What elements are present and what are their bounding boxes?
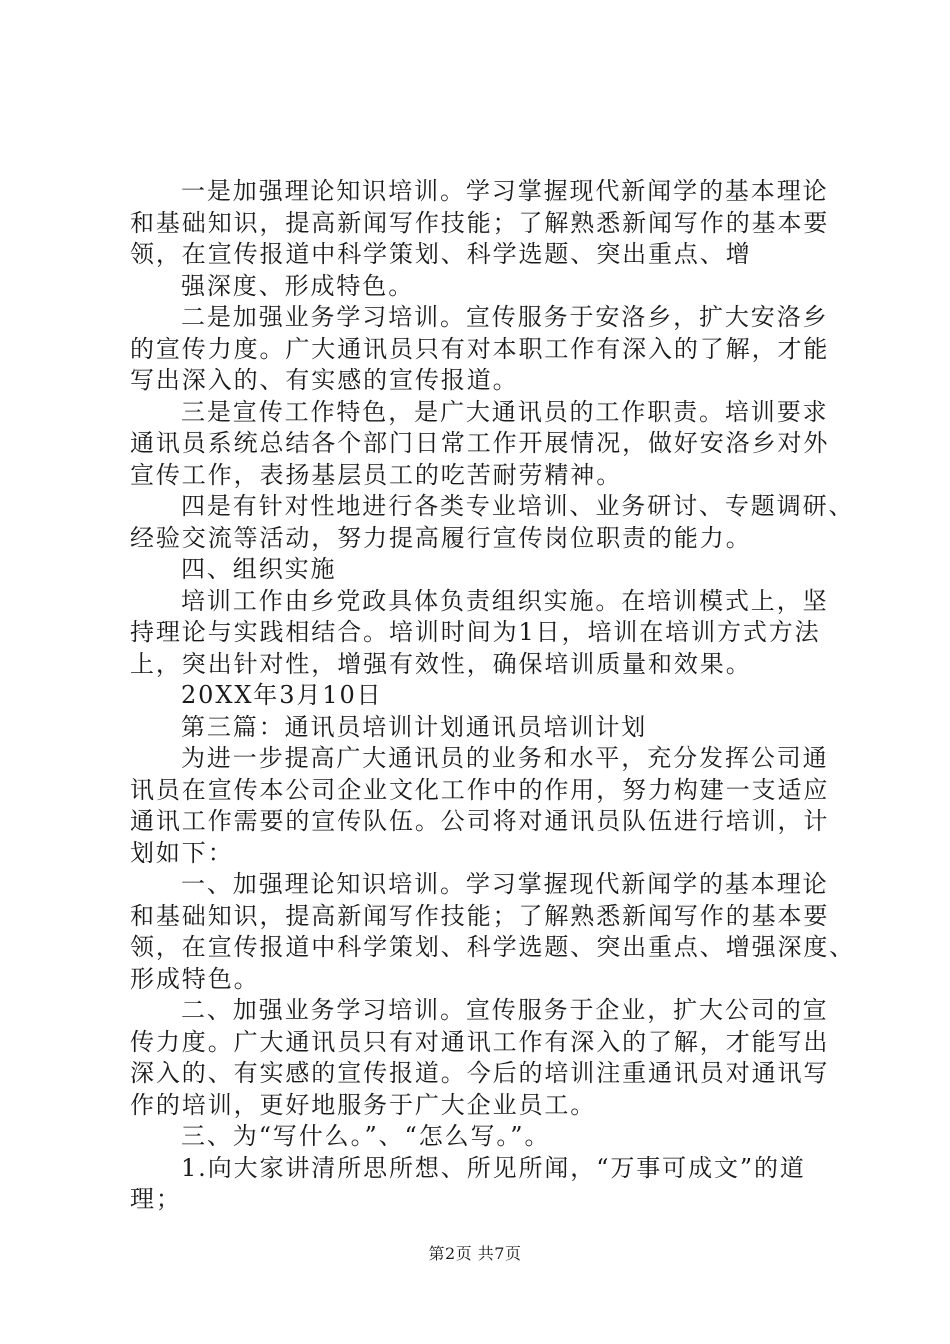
paragraph-line: 领，在宣传报道中科学策划、科学选题、突出重点、增 (130, 240, 752, 268)
paragraph-line: 理； (130, 1185, 182, 1213)
paragraph-line: 和基础知识，提高新闻写作技能；了解熟悉新闻写作的基本要 (130, 209, 830, 237)
paragraph-line: 通讯员系统总结各个部门日常工作开展情况，做好安洛乡对外 (130, 429, 830, 457)
paragraph-line: 三、为“写什么。”、“怎么写。”。 (181, 1122, 551, 1150)
paragraph-line: 宣传工作，表扬基层员工的吃苦耐劳精神。 (130, 461, 623, 489)
paragraph-line: 深入的、有实感的宣传报道。今后的培训注重通讯员对通讯写 (130, 1059, 830, 1087)
paragraph-line: 作的培训，更好地服务于广大企业员工。 (130, 1091, 597, 1119)
paragraph-line: 持理论与实践相结合。培训时间为1日，培训在培训方式方法 (130, 618, 821, 646)
paragraph-line: 二是加强业务学习培训。宣传服务于安洛乡，扩大安洛乡 (181, 303, 829, 331)
paragraph-line: 传力度。广大通讯员只有对通讯工作有深入的了解，才能写出 (130, 1028, 830, 1056)
date-line: 20XX年3月10日 (181, 681, 383, 709)
paragraph-line: 四是有针对性地进行各类专业培训、业务研讨、专题调研、 (181, 492, 855, 520)
paragraph-line: 的宣传力度。广大通讯员只有对本职工作有深入的了解，才能 (130, 335, 830, 363)
paragraph-line: 通讯工作需要的宣传队伍。公司将对通讯员队伍进行培训，计 (130, 807, 830, 835)
paragraph-line: 写出深入的、有实感的宣传报道。 (130, 366, 519, 394)
section-heading: 四、组织实施 (181, 555, 337, 583)
paragraph-line: 讯员在宣传本公司企业文化工作中的作用，努力构建一支适应 (130, 776, 830, 804)
paragraph-line: 形成特色。 (130, 965, 260, 993)
paragraph-line: 一、加强理论知识培训。学习掌握现代新闻学的基本理论 (181, 870, 829, 898)
page-footer: 第2页 共7页 (428, 1244, 522, 1263)
paragraph-line: 1.向大家讲清所思所想、所见所闻，“万事可成文”的道 (181, 1154, 806, 1182)
chapter-heading: 第三篇：通讯员培训计划通讯员培训计划 (181, 713, 648, 741)
paragraph-line: 二、加强业务学习培训。宣传服务于企业，扩大公司的宣 (181, 996, 829, 1024)
paragraph-line: 强深度、形成特色。 (181, 272, 415, 300)
paragraph-line: 领，在宣传报道中科学策划、科学选题、突出重点、增强深度、 (130, 933, 856, 961)
paragraph-line: 培训工作由乡党政具体负责组织实施。在培训模式上，坚 (181, 587, 829, 615)
paragraph-line: 三是宣传工作特色，是广大通讯员的工作职责。培训要求 (181, 398, 829, 426)
paragraph-line: 和基础知识，提高新闻写作技能；了解熟悉新闻写作的基本要 (130, 902, 830, 930)
paragraph-line: 划如下： (130, 839, 234, 867)
paragraph-line: 经验交流等活动，努力提高履行宣传岗位职责的能力。 (130, 524, 752, 552)
paragraph-line: 一是加强理论知识培训。学习掌握现代新闻学的基本理论 (181, 177, 829, 205)
paragraph-line: 为进一步提高广大通讯员的业务和水平，充分发挥公司通 (181, 744, 829, 772)
paragraph-line: 上，突出针对性，增强有效性，确保培训质量和效果。 (130, 650, 752, 678)
